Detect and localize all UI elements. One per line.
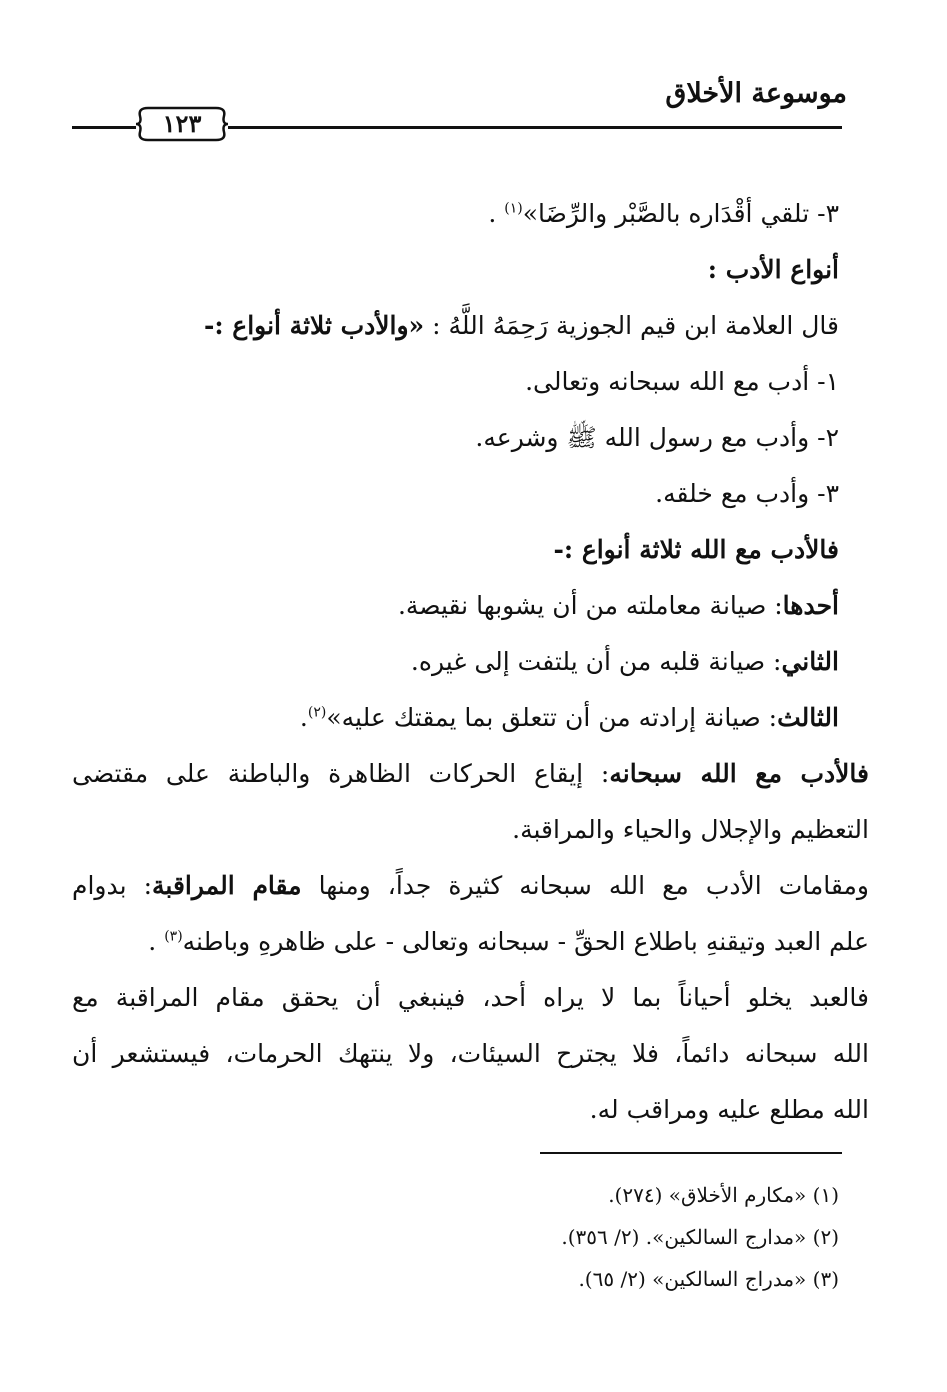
footnote: (١) «مكارم الأخلاق» (٢٧٤). bbox=[608, 1183, 839, 1207]
text-line: الله سبحانه دائماً، فلا يجترح السيئات، ولا ينتهك الحرمات، فيستشعر أن bbox=[72, 1039, 869, 1068]
text-line: ومقامات الأدب مع الله سبحانه كثيرة جداً، ومنها مقام المراقبة: بدوام bbox=[72, 871, 869, 900]
page-number-ornament bbox=[134, 102, 230, 146]
text-line: فالأدب مع الله سبحانه: إيقاع الحركات الظاهرة والباطنة على مقتضى bbox=[72, 759, 869, 788]
running-header-title: موسوعة الأخلاق bbox=[665, 78, 847, 109]
section-heading: أنواع الأدب : bbox=[707, 255, 839, 284]
section-heading: فالأدب مع الله ثلاثة أنواع :- bbox=[553, 535, 839, 564]
text-line: الثاني: صيانة قلبه من أن يلتفت إلى غيره. bbox=[410, 647, 839, 676]
text-line: ٣- تلقي أقْدَاره بالصَّبْر والرِّضَا»$^{(١)}$ . bbox=[488, 199, 839, 228]
list-item: ٢- وأدب مع رسول الله ﷺ وشرعه. bbox=[475, 423, 839, 452]
footnote-ref: (١) bbox=[504, 200, 523, 217]
text-line: الثالث: صيانة إرادته من أن تتعلق بما يمقتك عليه»$^{(٢)}$. bbox=[299, 703, 839, 732]
text-line: فالعبد يخلو أحياناً بما لا يراه أحد، فينبغي أن يحقق مقام المراقبة مع bbox=[72, 983, 869, 1012]
list-item: ١- أدب مع الله سبحانه وتعالى. bbox=[525, 367, 839, 396]
text-line: الله مطلع عليه ومراقب له. bbox=[589, 1095, 869, 1124]
footnote-ref: (٣) bbox=[164, 928, 183, 945]
footnote: (٢) «مدارج السالكين». (٢/ ٣٥٦). bbox=[561, 1225, 839, 1249]
footnote-separator bbox=[540, 1152, 842, 1154]
list-item: ٣- وأدب مع خلقه. bbox=[655, 479, 839, 508]
header-rule-left bbox=[72, 126, 136, 129]
footnote: (٣) «مدراج السالكين» (٢/ ٦٥). bbox=[578, 1267, 839, 1291]
header-rule-right bbox=[228, 126, 842, 129]
page-number: ١٢٣ bbox=[162, 109, 202, 138]
text-line: علم العبد وتيقنهِ باطلاع الحقِّ - سبحانه وتعالى - على ظاهرهِ وباطنه$^{(٣)}$ . bbox=[148, 927, 869, 956]
main-text bbox=[72, 186, 869, 1138]
footnotes bbox=[380, 1174, 839, 1300]
footnote-ref: (٢) bbox=[307, 704, 327, 721]
text-line: أحدها: صيانة معاملته من أن يشوبها نقيصة. bbox=[397, 591, 839, 620]
text-line: التعظيم والإجلال والحياء والمراقبة. bbox=[512, 815, 869, 844]
text-line: قال العلامة ابن قيم الجوزية رَحِمَهُ اللَّهُ : «والأدب ثلاثة أنواع :- bbox=[203, 311, 839, 340]
